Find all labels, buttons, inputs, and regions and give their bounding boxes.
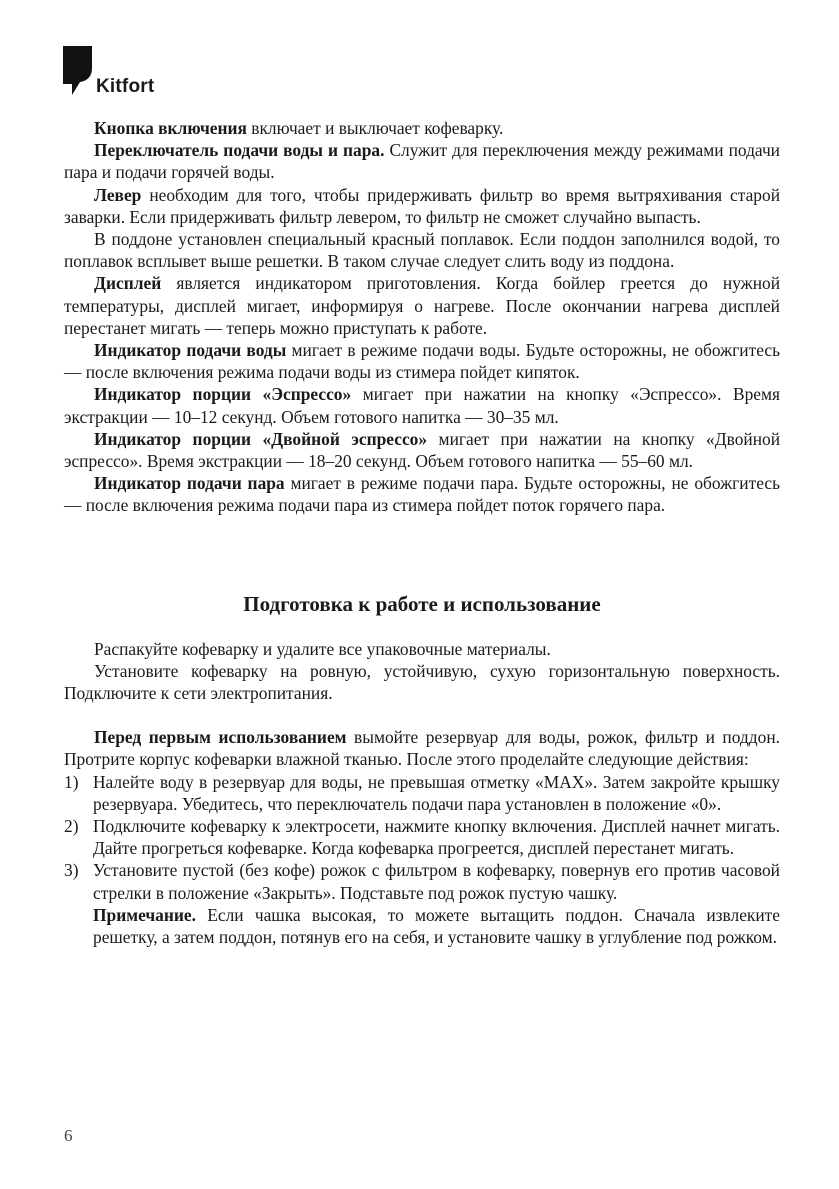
step-text: Установите пустой (без кофе) рожок с фильтром в кофеварку, повернув его против часовой стрелки в положение «Закрыть». Подставьте под рожок пустую чашку. [93,860,780,903]
step-number: 2) [64,816,79,837]
step-text: Подключите кофеварку к электросети, нажмите кнопку включения. Дисплей начнет мигать. Дайте прогреться кофеварке. Когда кофеварка прогреется, дисплей перестанет мигать. [93,816,780,859]
note-text: Если чашка высокая, то можете вытащить поддон. Сначала извлеките решетку, а затем поддон, потянув его на себя, и установите чашку в углубление под рожком. [93,904,780,948]
brand-name: Kitfort [96,76,155,97]
definition: Служит для переключения между режимами подачи пара и подачи горячей воды. [64,140,780,183]
term: Индикатор порции «Двойной эспрессо» [94,428,428,449]
list-item [64,859,780,948]
paragraph-switch [64,139,780,183]
kitfort-logo-icon [63,46,93,98]
paragraph-power-button [64,117,780,139]
definition: мигает в режиме подачи воды. Будьте осторожны, не обожгитесь — после включения режима подачи воды из стимера пойдет кипяток. [64,340,781,383]
definition: является индикатором приготовления. Когда бойлер греется до нужной температуры, дисплей мигает, информируя о нагреве. После окончании нагрева дисплей перестанет мигать — теперь можно приступать к работе. [64,273,780,338]
paragraph-float [64,228,780,272]
definition: мигает в режиме подачи пара. Будьте осторожны, не обожгитесь — после включения режима подачи пара из стимера пойдет поток горячего пара. [64,473,780,516]
step-number: 3) [64,860,79,881]
page-number: 6 [64,1126,73,1145]
paragraph-display [64,272,780,339]
paragraph-espresso-indicator [64,383,780,427]
setup-steps-list [64,771,780,949]
paragraph-unpack: Распакуйте кофеварку и удалите все упаковочные материалы. [94,638,551,659]
brand-logo [63,46,173,98]
term: Кнопка включения [94,118,247,138]
definition: мигает при нажатии на кнопку «Эспрессо». Время экстракции — 10–12 секунд. Объем готового напитка — 30–35 мл. [64,384,781,427]
definition: В поддоне установлен специальный красный поплавок. Если поддон заполнился водой, то поплавок всплывет выше решетки. В таком случае следует слить воду из поддона. [64,229,780,272]
step-number: 1) [64,771,79,792]
term: Индикатор порции «Эспрессо» [94,384,352,405]
definition: мигает при нажатии на кнопку «Двойной эспрессо». Время экстракции — 18–20 секунд. Объем готового напитка — 55–60 мл. [64,428,781,472]
note-term: Примечание. [93,904,196,925]
definition: включает и выключает кофеварку. [246,118,504,138]
term: Переключатель подачи воды и пара. [94,140,385,161]
term: Перед первым использованием [94,727,347,748]
term: Левер [94,184,142,205]
definition: вымойте резервуар для воды, рожок, фильтр и поддон. Протрите корпус кофеварки влажной тканью. После этого проделайте следующие действия: [64,727,780,770]
paragraph-lever [64,184,780,228]
paragraph-install: Установите кофеварку на ровную, устойчивую, сухую горизонтальную поверхность. Подключите к сети электропитания. [64,660,780,704]
list-item [64,771,780,815]
paragraph-water-indicator [64,339,780,383]
note [93,904,780,948]
definition: необходим для того, чтобы придерживать фильтр во время вытряхивания старой заварки. Если придерживать фильтр левером, то фильтр не сможет случайно выпасть. [64,184,780,227]
paragraph-first-use [64,726,780,770]
paragraph-steam-indicator [64,472,780,516]
list-item [64,815,780,859]
page-content [64,117,780,948]
term: Дисплей [94,273,162,294]
term: Индикатор подачи пара [94,473,285,494]
section-title: Подготовка к работе и использование [243,591,601,616]
step-text: Налейте воду в резервуар для воды, не превышая отметку «MAX». Затем закройте крышку резервуара. Убедитесь, что переключатель подачи пара установлен в положение «0». [93,771,780,814]
paragraph-double-espresso-indicator [64,428,780,472]
term: Индикатор подачи воды [94,340,287,361]
